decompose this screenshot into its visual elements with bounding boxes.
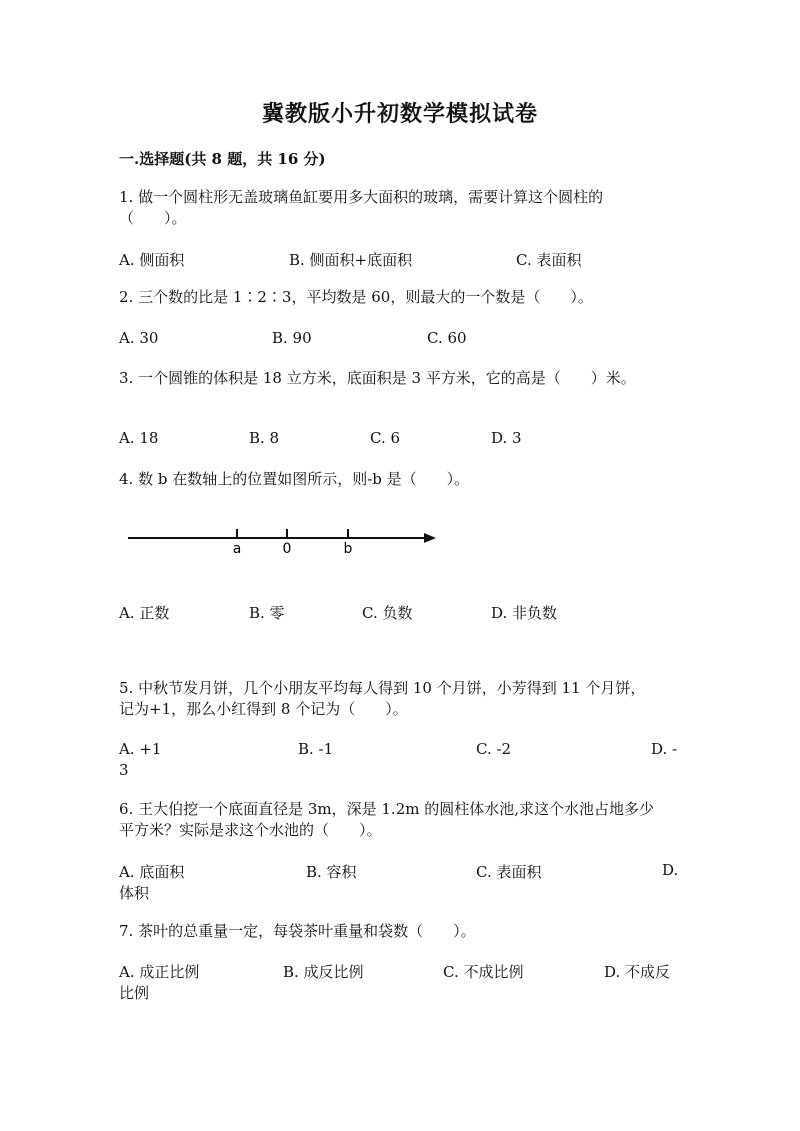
question-1-option-c: C. 表面积	[516, 251, 582, 269]
page-title: 冀教版小升初数学模拟试卷	[261, 101, 538, 127]
question-4-text: 4. 数 b 在数轴上的位置如图所示，则-b 是（ ）。	[119, 470, 470, 488]
question-5-option-d: D. -	[651, 740, 678, 758]
question-2-option-a: A. 30	[119, 329, 159, 347]
question-1-option-a: A. 侧面积	[119, 251, 185, 269]
question-6-option-c: C. 表面积	[476, 863, 542, 881]
question-2-option-c: C. 60	[427, 329, 467, 347]
question-6-text-cont: 平方米？实际是求这个水池的（ ）。	[119, 821, 382, 839]
question-6-option-d-wrap: 体积	[119, 884, 150, 902]
number-line-figure	[120, 520, 450, 560]
section-heading: 一.选择题(共 8 题，共 16 分)	[119, 150, 326, 168]
question-7-option-d: D. 不成反	[604, 963, 671, 981]
question-5-text-cont: 记为+1，那么小红得到 8 个记为（ ）。	[119, 700, 408, 718]
question-1-option-b: B. 侧面积+底面积	[289, 251, 413, 269]
number-line-arrow	[424, 533, 436, 543]
tick-label-zero: 0	[282, 541, 292, 557]
question-5-option-b: B. -1	[298, 740, 334, 758]
question-5-text: 5. 中秋节发月饼，几个小朋友平均每人得到 10 个月饼，小芳得到 11 个月饼，	[119, 679, 646, 697]
question-7-option-d-wrap: 比例	[119, 984, 150, 1002]
question-5-option-c: C. -2	[476, 740, 512, 758]
question-5-option-d-wrap: 3	[119, 761, 129, 779]
question-7-option-a: A. 成正比例	[119, 963, 200, 981]
question-4-option-a: A. 正数	[119, 604, 170, 622]
question-5-option-a: A. +1	[119, 740, 162, 758]
question-1-text-cont: （ ）。	[119, 209, 187, 227]
question-3-option-b: B. 8	[249, 429, 280, 447]
question-4-option-b: B. 零	[249, 604, 285, 622]
tick-label-a: a	[232, 541, 242, 557]
question-2-option-b: B. 90	[272, 329, 312, 347]
question-6-option-b: B. 容积	[306, 863, 357, 881]
question-7-text: 7. 茶叶的总重量一定，每袋茶叶重量和袋数（ ）。	[119, 922, 476, 940]
tick-label-b: b	[343, 541, 353, 557]
question-2-text: 2. 三个数的比是 1∶2∶3，平均数是 60，则最大的一个数是（ ）。	[119, 288, 593, 306]
question-4-option-d: D. 非负数	[491, 604, 558, 622]
question-4-option-c: C. 负数	[362, 604, 413, 622]
question-6-option-d: D.	[662, 861, 679, 879]
question-3-option-c: C. 6	[370, 429, 401, 447]
question-3-option-a: A. 18	[119, 429, 159, 447]
question-6-option-a: A. 底面积	[119, 863, 185, 881]
question-3-text: 3. 一个圆锥的体积是 18 立方米，底面积是 3 平方米，它的高是（ ）米。	[119, 369, 636, 387]
question-1-text: 1. 做一个圆柱形无盖玻璃鱼缸要用多大面积的玻璃，需要计算这个圆柱的	[119, 188, 604, 206]
question-3-option-d: D. 3	[491, 429, 522, 447]
question-7-option-b: B. 成反比例	[283, 963, 364, 981]
question-7-option-c: C. 不成比例	[443, 963, 524, 981]
question-6-text: 6. 王大伯挖一个底面直径是 3m，深是 1.2m 的圆柱体水池,求这个水池占地多少	[119, 800, 655, 818]
